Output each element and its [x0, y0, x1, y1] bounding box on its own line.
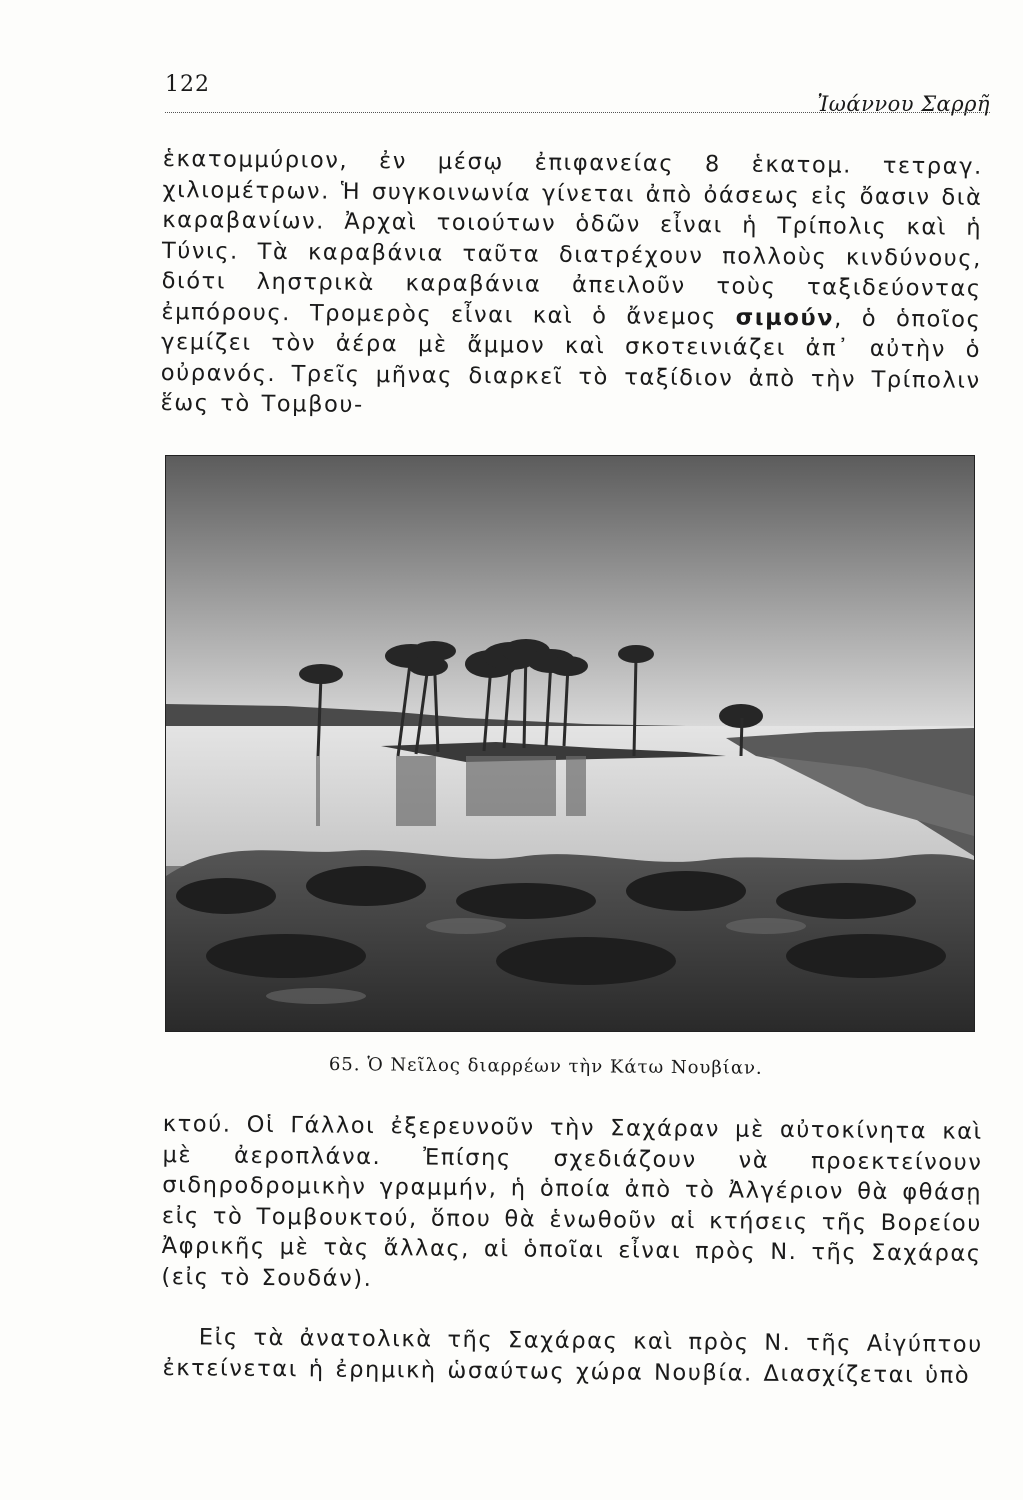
figure-caption-text: Ὁ Νεῖλος διαρρέων τὴν Κάτω Νουβίαν. [367, 1054, 763, 1079]
figure-photo-nile [165, 455, 975, 1032]
page-header [165, 70, 990, 120]
header-rule [165, 112, 990, 113]
paragraph-3: Εἰς τὰ ἀνατολικὰ τῆς Σαχάρας καὶ πρὸς Ν. τῆς Αἰγύπτου ἐκτείνεται ἡ ἐρημικὴ ὡσαύτως χώρα Νουβία. Διασχίζεται ὑπὸ [162, 1324, 983, 1389]
paragraph-1-text-after: , ὁ ὁποῖος γεμίζει τὸν ἀέρα μὲ ἄμμον καὶ σκοτεινιάζει ἀπ᾽ αὐτὴν ὁ οὐρανός. Τρεῖς μῆνας διαρκεῖ τὸ ταξίδιον ἀπὸ τὴν Τρίπολιν ἕως τὸ Τομβου- [160, 304, 982, 418]
running-head: Ἰωάννου Σαρρῆ [817, 92, 990, 116]
paragraph-1 [160, 144, 983, 426]
figure-number: 65. [328, 1054, 361, 1076]
figure-caption [329, 1054, 763, 1079]
paragraph-1-bold-word: σιμούν [735, 304, 835, 331]
paragraph-2: κτού. Οἱ Γάλλοι ἐξερευνοῦν τὴν Σαχάραν μὲ αὐτοκίνητα καὶ μὲ ἀεροπλάνα. Ἐπίσης σχεδιάζουν νὰ προεκτείνουν σιδηροδρομικὴν γραμμήν, ἡ ὁποία ἀπὸ τὸ Ἀλγέριον θὰ φθάσῃ εἰς τὸ Τομβουκτού, ὅπου θὰ ἑνωθοῦν αἱ κτήσεις τῆς Βορείου Ἀφρικῆς μὲ τὰς ἄλλας, αἱ ὁποῖαι εἶναι πρὸς Ν. τῆς Σαχάρας (εἰς τὸ Σουδάν). [161, 1110, 983, 1292]
paragraph-1-text-before: ἑκατομμύριον, ἐν μέσῳ ἐπιφανείας 8 ἑκατομ. τετραγ. χιλιομέτρων. Ἡ συγκοινωνία γίνεται ἀπὸ ὀάσεως εἰς ὄασιν διὰ καραβανίων. Ἀρχαὶ τοιούτων ὁδῶν εἶναι ἡ Τρίπολις καὶ ἡ Τύνις. Τὰ καραβάνια ταῦτα διατρέχουν πολλοὺς κινδύνους, διότι ληστρικὰ καραβάνια ἀπειλοῦν τοὺς ταξιδεύοντας ἐμπόρους. Τρομερὸς εἶναι καὶ ὁ ἄνεμος [161, 145, 983, 331]
page-number: 122 [165, 72, 210, 97]
